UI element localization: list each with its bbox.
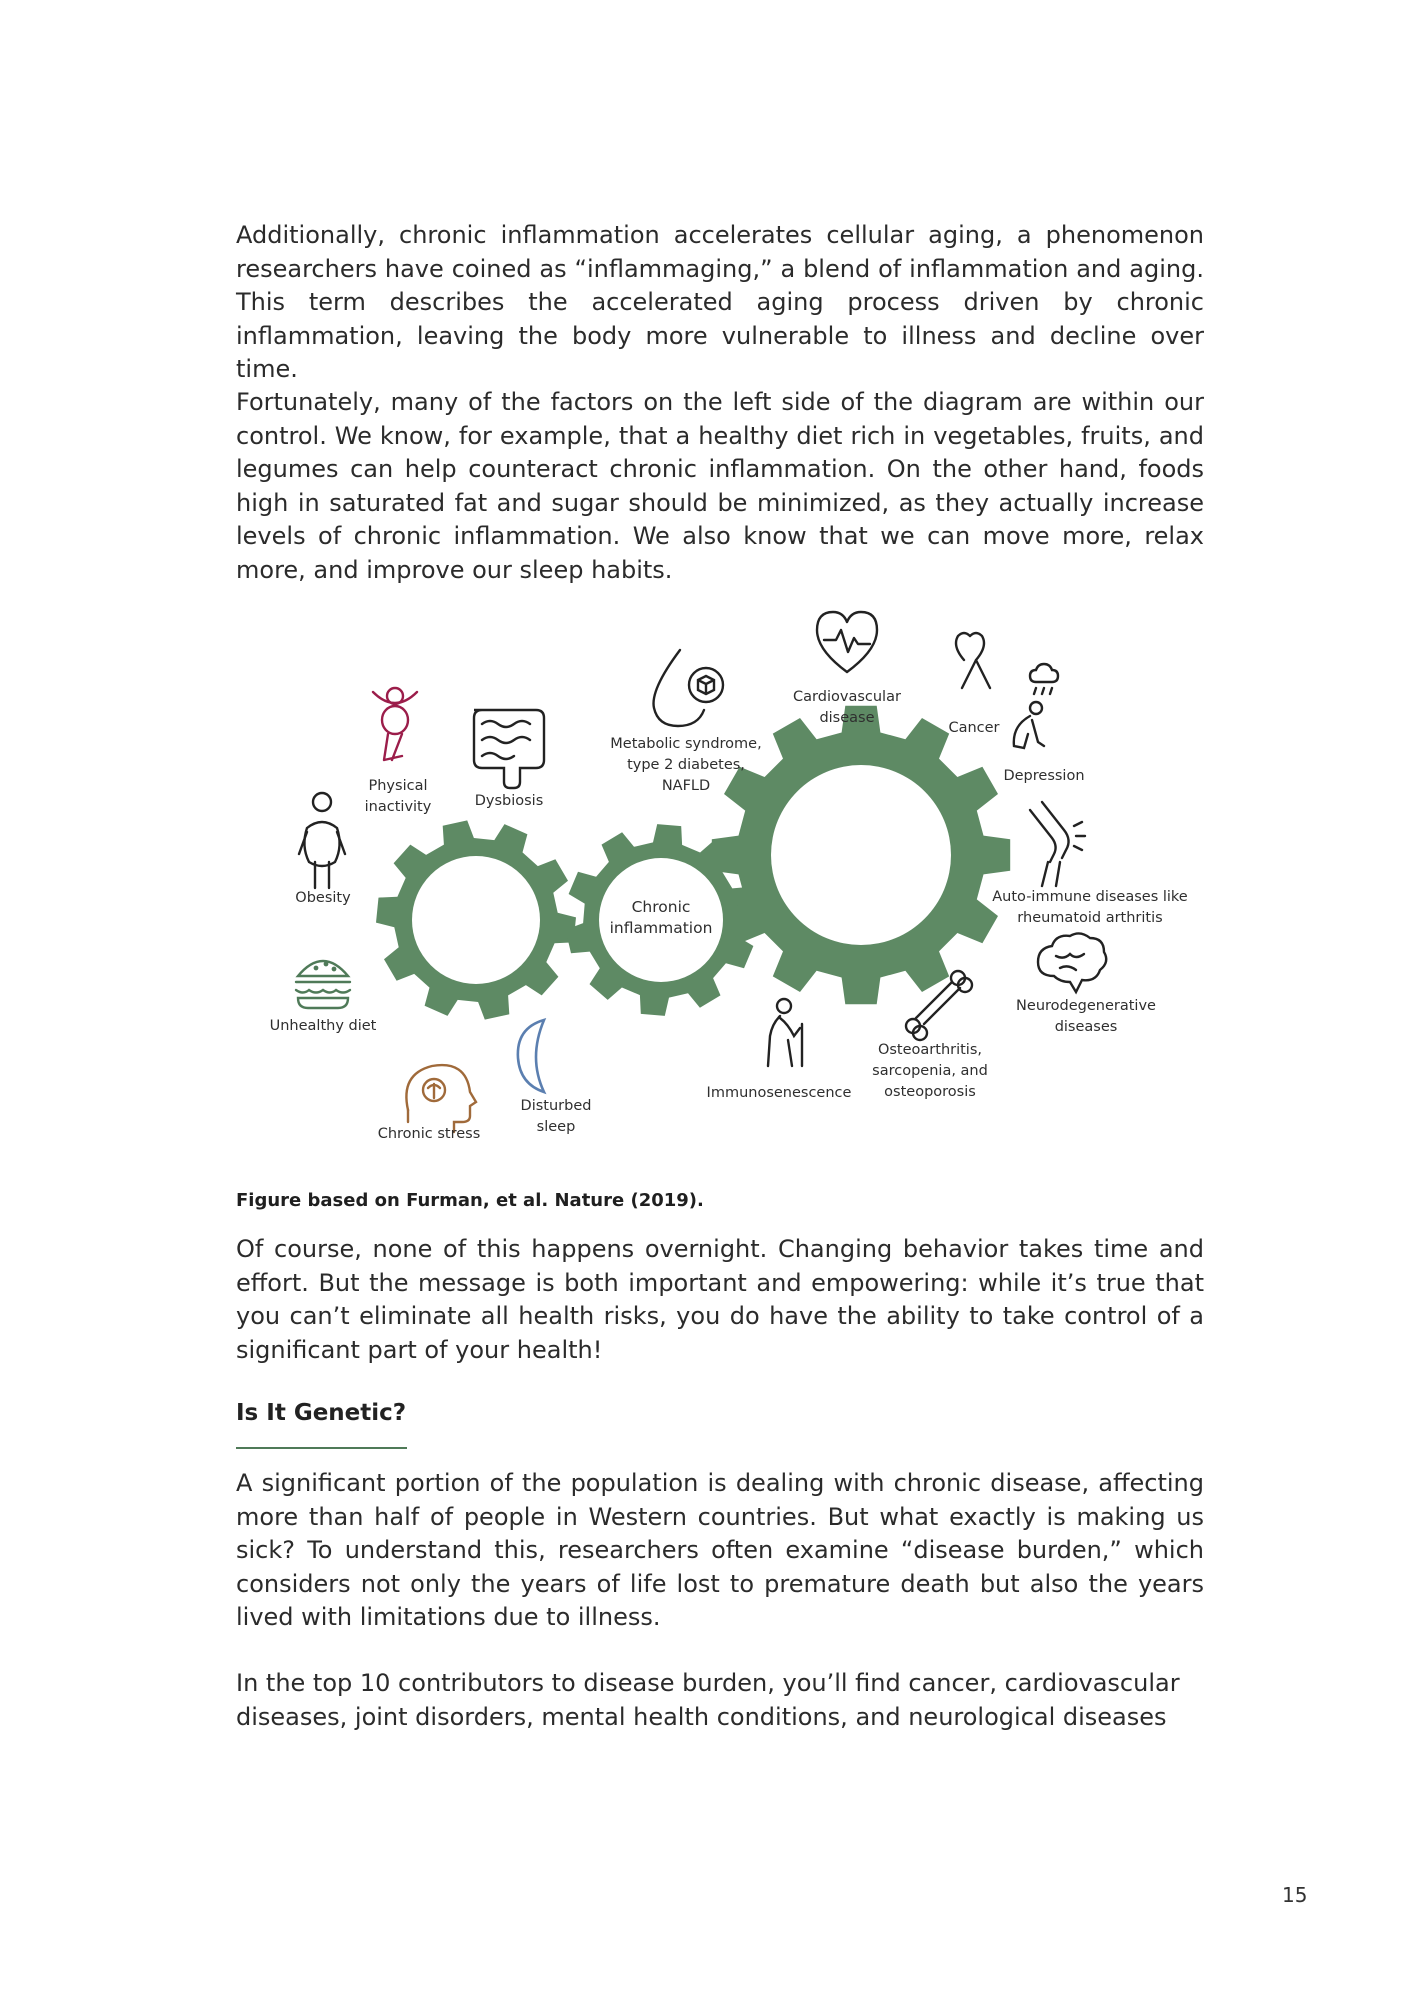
paragraph-top-contributors: In the top 10 contributors to disease burden, you’ll find cancer, cardiovascular diseases, joint disorders, mental health conditions, and neurological diseases: [236, 1669, 1180, 1731]
heading-underline: [236, 1447, 407, 1449]
elderly-person-icon: [768, 999, 802, 1066]
knee-joint-icon: [1030, 802, 1085, 886]
sad-person-cloud-icon: [1014, 664, 1058, 748]
page-number: 15: [1282, 1883, 1308, 1907]
drop-cube-icon: [654, 650, 723, 726]
paragraph-disease-burden: A significant portion of the population is dealing with chronic disease, affecting more than half of people in Western countries. But what exactly is making us sick? To understand this, researchers often examine “disease burden,” which considers not only the years of life lost to premature death but also the years lived with limitations due to illness.: [236, 1469, 1204, 1631]
cancer-label: Cancer: [948, 720, 1000, 736]
neurodegenerative-label-line-1: Neurodegenerative: [1016, 998, 1156, 1014]
osteo-label-line-2: sarcopenia, and: [872, 1063, 988, 1079]
physical-inactivity-label-line-1: Physical: [368, 778, 428, 794]
center-label-line-2: inflammation: [609, 919, 713, 937]
physical-inactivity-label-line-2: inactivity: [364, 799, 432, 815]
cardiovascular-label-line-1: Cardiovascular: [793, 689, 901, 705]
burger-icon: [296, 961, 350, 1008]
ribbon-icon: [956, 633, 990, 688]
intestine-icon: [474, 710, 544, 788]
paragraph-inflammaging: Additionally, chronic inflammation accelerates cellular aging, a phenomenon researchers have coined as “inflammaging,” a blend of inflammation and aging. This term describes the accelerated aging process driven by chronic inflammation, leaving the body more vulnerable to illness and decline over time.: [236, 221, 1204, 383]
chronic-stress-label: Chronic stress: [377, 1126, 481, 1142]
moon-icon: [518, 1020, 544, 1092]
heart-pulse-icon: [817, 612, 877, 672]
center-label-line-1: Chronic: [631, 898, 691, 916]
autoimmune-label-line-2: rheumatoid arthritis: [1017, 910, 1163, 926]
osteo-label-line-3: osteoporosis: [884, 1084, 976, 1100]
brain-icon: [1038, 933, 1106, 992]
head-brain-icon: [406, 1065, 476, 1132]
metabolic-label-line-3: NAFLD: [661, 778, 711, 794]
figure-caption: Figure based on Furman, et al. Nature (2019).: [236, 1190, 704, 1211]
gear-left-hole: [412, 856, 540, 984]
autoimmune-label-line-1: Auto-immune diseases like: [992, 889, 1188, 905]
osteo-label-line-1: Osteoarthritis,: [877, 1042, 983, 1058]
cardiovascular-label-line-2: disease: [819, 710, 875, 726]
paragraph-factors-control: Fortunately, many of the factors on the left side of the diagram are within our control. We know, for example, that a healthy diet rich in vegetables, fruits, and legumes can help counteract chronic inflammation. On the other hand, foods high in saturated fat and sugar should be minimized, as they actually increase levels of chronic inflammation. We also know that we can move more, relax more, and improve our sleep habits.: [236, 388, 1204, 584]
sitting-person-icon: [373, 688, 417, 760]
inflammation-gears-figure: [236, 600, 1204, 1160]
disturbed-sleep-label-line-1: Disturbed: [520, 1098, 592, 1114]
metabolic-label-line-1: Metabolic syndrome,: [610, 736, 762, 752]
unhealthy-diet-label: Unhealthy diet: [269, 1018, 377, 1034]
immunosenescence-label: Immunosenescence: [706, 1085, 852, 1101]
obesity-label: Obesity: [295, 890, 351, 906]
obesity-icon: [299, 793, 345, 888]
section-heading: Is It Genetic?: [236, 1400, 407, 1426]
depression-label: Depression: [1003, 768, 1085, 784]
gears-group: [376, 706, 1010, 1020]
neurodegenerative-label-line-2: diseases: [1054, 1019, 1118, 1035]
disturbed-sleep-label-line-2: sleep: [536, 1119, 576, 1135]
paragraph-behavior-change: Of course, none of this happens overnight. Changing behavior takes time and effort. But the message is both important and empowering: while it’s true that you can’t eliminate all health risks, you do have the ability to take control of a significant part of your health!: [236, 1235, 1204, 1364]
dysbiosis-label: Dysbiosis: [474, 793, 544, 809]
gear-right-hole: [771, 765, 951, 945]
metabolic-label-line-2: type 2 diabetes,: [627, 757, 745, 773]
